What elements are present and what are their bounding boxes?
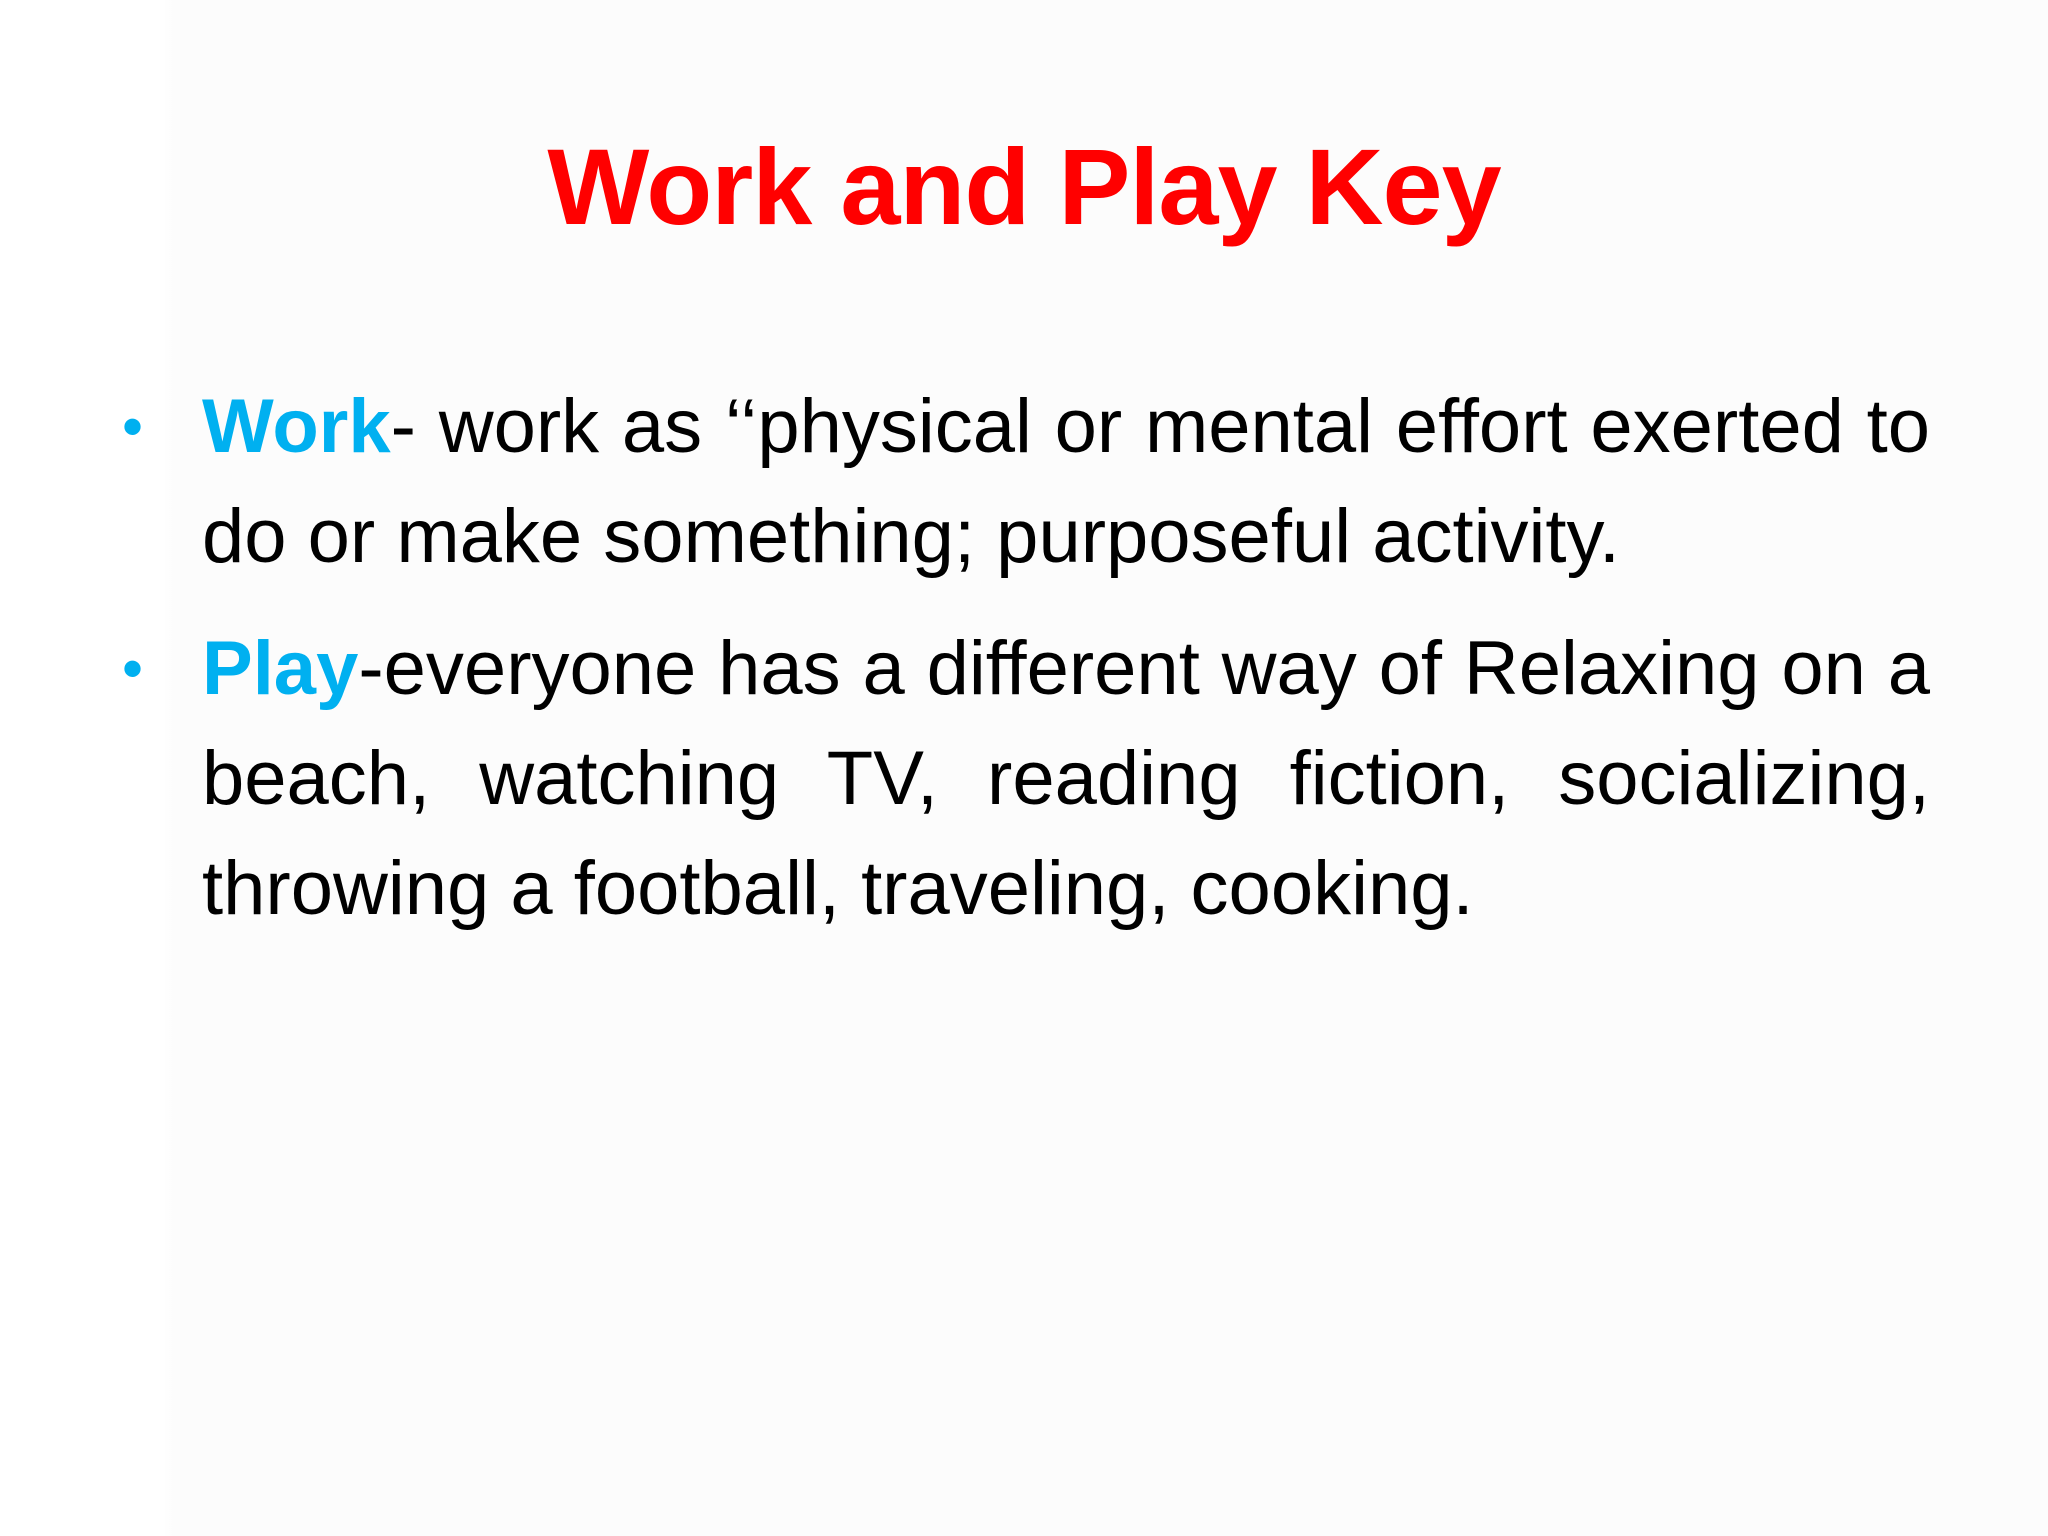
- bullet-dot-icon: •: [122, 635, 144, 702]
- term-work: Work: [202, 384, 391, 469]
- slide-title: Work and Play Key: [547, 126, 1501, 247]
- term-play: Play: [202, 626, 359, 711]
- bullet-dot-icon: •: [122, 393, 144, 460]
- definition-work: - work as ‘‘physical or mental effort exerted to do or make something; purposeful activity.: [202, 384, 1930, 579]
- bullet-item-work: [122, 372, 1930, 592]
- bullet-list: [122, 372, 1930, 966]
- bullet-item-play: [122, 614, 1930, 944]
- definition-play: -everyone has a different way of Relaxing on a beach, watching TV, reading fiction, socializing, throwing a football, traveling, cooking.: [202, 626, 1930, 931]
